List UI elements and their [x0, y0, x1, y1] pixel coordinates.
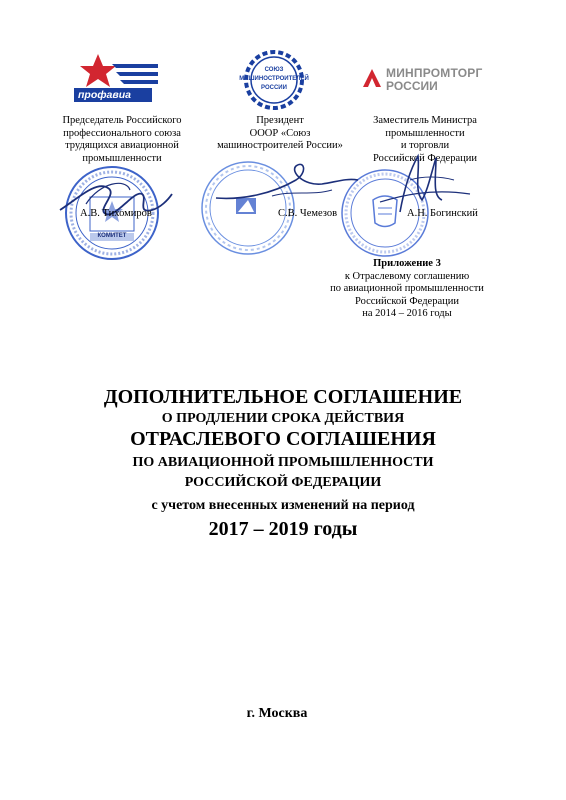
stamp-left-band: КОМИТЕТ: [97, 233, 127, 239]
signatory-2-title: Президент ОООР «Союз машиностроителей России»: [217, 115, 343, 151]
appendix-heading: Приложение 3: [373, 258, 441, 269]
minpromtorg-line2: РОССИИ: [386, 79, 438, 93]
signatory-2-name: С.В. Чемезов: [278, 208, 338, 219]
signature-center: [212, 150, 362, 210]
signature-left: [56, 170, 176, 230]
title-line-5: РОССИЙСКОЙ ФЕДЕРАЦИИ: [184, 475, 382, 490]
title-line-7: 2017 – 2019 годы: [208, 518, 358, 540]
minpromtorg-line1: МИНПРОМТОРГ: [386, 66, 483, 80]
soyuz-logo-bottom: РОССИИ: [261, 85, 287, 91]
signatory-1-title: Председатель Российского профессионального союза трудящихся авиационной промышленности: [62, 115, 182, 164]
signatory-3-title: Заместитель Министра промышленности и торговли Российской Федерации: [373, 115, 477, 164]
minpromtorg-logo: [362, 66, 502, 96]
appendix-block: Приложение 3 к Отраслевому соглашению по авиационной промышленности Российской Федерации на 2014 – 2016 годы: [312, 258, 502, 321]
signatory-3-name: А.Н. Богинский: [407, 208, 478, 219]
signatory-1-name: А.В. Тихомиров: [80, 208, 152, 219]
title-line-4: ПО АВИАЦИОННОЙ ПРОМЫШЛЕННОСТИ: [132, 455, 434, 470]
title-line-2: О ПРОДЛЕНИИ СРОКА ДЕЙСТВИЯ: [161, 411, 405, 426]
soyuz-logo-mid: МАШИНОСТРОИТЕЛЕЙ: [239, 76, 309, 82]
title-line-1: ДОПОЛНИТЕЛЬНОЕ СОГЛАШЕНИЕ: [103, 386, 463, 408]
title-line-3: ОТРАСЛЕВОГО СОГЛАШЕНИЯ: [130, 428, 436, 450]
soyuz-logo: [230, 50, 318, 110]
profavia-logo: [72, 52, 160, 104]
city-label: г. Москва: [246, 706, 308, 721]
soyuz-logo-top: СОЮЗ: [264, 67, 284, 73]
profavia-logo-text: профавиа: [78, 89, 131, 101]
title-line-6: с учетом внесенных изменений на период: [151, 498, 415, 513]
